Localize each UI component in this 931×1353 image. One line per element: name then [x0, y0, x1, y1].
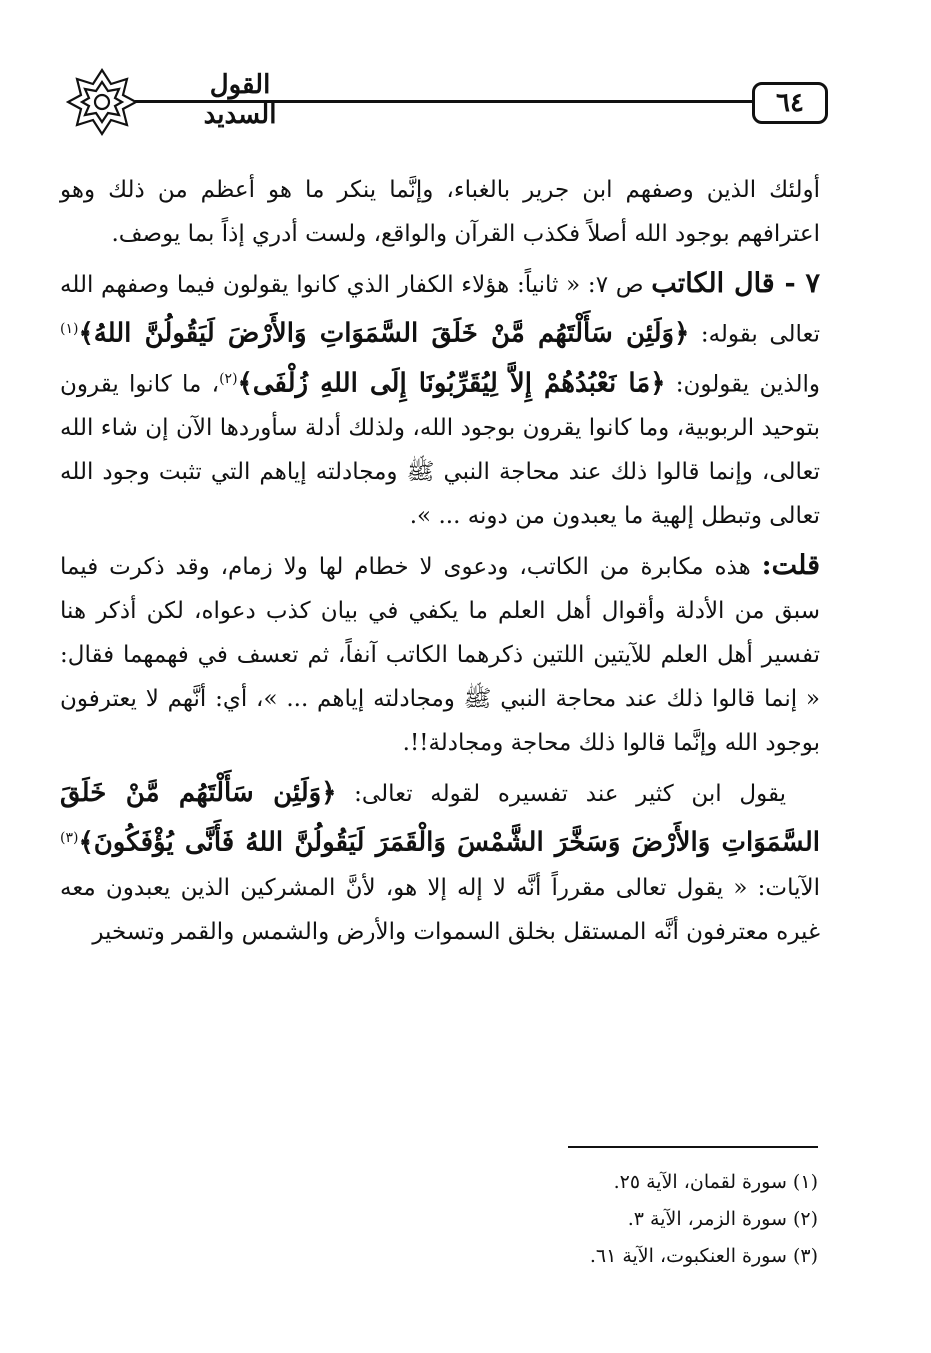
quran-verse-2: ﴿مَا نَعْبُدُهُمْ إِلاَّ لِيُقَرِّبُونَا إِلَى اللهِ زُلْفَى﴾	[237, 368, 666, 399]
footnote-2: (٢) سورة الزمر، الآية ٣.	[627, 1208, 818, 1230]
quran-verse-3: ﴿وَلَئِن سَأَلْتَهُم مَّنْ خَلَقَ السَّمَوَاتِ وَالأَرْضَ وَسَخَّرَ الشَّمْسَ وَالْقَمَرَ لَيَقُولُنَّ اللهُ فَأَنَّى يُؤْفَكُونَ﴾	[60, 778, 820, 858]
section-heading: ٧ - قال الكاتب	[651, 268, 820, 299]
footnotes	[420, 1164, 818, 1275]
footnote-3: (٣) سورة العنكبوت، الآية ٦١.	[589, 1245, 818, 1267]
paragraph-4	[60, 771, 820, 954]
footnote-ref-3: (٣)	[60, 830, 79, 847]
footnote-ref-1: (١)	[60, 321, 79, 337]
paragraph-2	[60, 262, 820, 538]
paragraph-3	[60, 544, 820, 765]
footnote-1: (١) سورة لقمان، الآية ٢٥.	[613, 1171, 818, 1193]
star-ornament-icon	[66, 66, 138, 138]
main-text	[60, 168, 820, 960]
footnote-separator	[568, 1146, 818, 1148]
paragraph-2-text-b: والذين يقولون:	[665, 371, 821, 398]
paragraph-3-text: هذه مكابرة من الكاتب، ودعوى لا خطام لها ولا زمام، وقد ذكرت فيما سبق من الأدلة وأقوال أهل العلم ما يكفي في بيان كذب دعواه، لكن أذكر هنا تفسير أهل العلم للآيتين اللتين ذكرهما الكاتب آنفاً، ثم تعسف في فهمهما فقال: « إنما قالوا ذلك عند محاجة النبي ﷺ ومجادلته إياهم ... »، أي: أنَّهم لا يعترفون بوجود الله وإنَّما قالوا ذلك محاجة ومجادلة!!.	[60, 554, 820, 757]
quran-verse-1: ﴿وَلَئِن سَأَلْتَهُم مَّنْ خَلَقَ السَّمَوَاتِ وَالأَرْضَ لَيَقُولُنَّ اللهُ﴾	[78, 318, 690, 349]
paragraph-2-text-c: ، ما كانوا يقرون بتوحيد الربوبية، وما كانوا يقرون بوجود الله، ولذلك أدلة سأوردها الآن إن شاء الله تعالى، وإنما قالوا ذلك عند محاجة النبي ﷺ ومجادلته إياهم التي تثبت وجود الله تعالى وتبطل إلهية ما يعبدون من دونه ... ».	[60, 371, 820, 530]
paragraph-1-text: أولئك الذين وصفهم ابن جرير بالغباء، وإنَّما ينكر ما هو أعظم من ذلك وهو اعترافهم بوجود الله أصلاً فكذب القرآن والواقع، ولست أدري إذاً بما يوصف.	[60, 177, 820, 247]
paragraph-4-text-b: الآيات: « يقول تعالى مقرراً أنَّه لا إله إلا هو، لأنَّ المشركين الذين يعبدون معه غيره معترفون أنَّه المستقل بخلق السموات والأرض والشمس والقمر وتسخير	[60, 874, 820, 945]
paragraph-1	[60, 168, 820, 256]
paragraph-2-text-a: ص ٧: « ثانياً: هؤلاء الكفار الذي كانوا يقولون فيما وصفهم الله تعالى بقوله:	[60, 272, 821, 348]
footnote-ref-2: (٢)	[219, 370, 238, 387]
page-number-box	[752, 82, 828, 124]
running-header-title: القول السديد	[203, 70, 277, 130]
page-number: ٦٤	[776, 88, 804, 118]
qultu-label: قلت:	[761, 550, 820, 582]
header-rule	[135, 100, 755, 103]
paragraph-4-text-a: يقول ابن كثير عند تفسيره لقوله تعالى:	[336, 781, 786, 808]
